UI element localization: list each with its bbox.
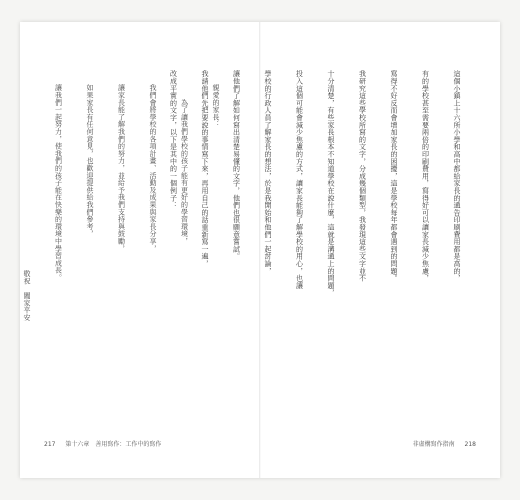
closing-line: 敬祝 闔家平安 — [23, 270, 31, 322]
page-number: 217 — [44, 441, 56, 448]
left-page — [20, 22, 259, 478]
paragraph: 我研究這些學校所寫的文字，分成幾個類型，我發現這些文字並不 — [358, 70, 367, 282]
quote-line: 親愛的家長： — [212, 84, 220, 128]
book-gutter — [259, 22, 261, 478]
page-number: 218 — [464, 441, 476, 448]
left-page-body — [23, 70, 242, 420]
right-folio — [413, 439, 476, 448]
signature-name — [0, 310, 1, 420]
quote-line: 我們會將學校的各項計畫、活動及成果與家長分享， — [149, 84, 157, 252]
book-spread — [20, 22, 500, 478]
paragraph: 寫得不好反而會增加家長的困擾，這是學校每年都會遇到的問題。 — [390, 70, 398, 282]
quote-line: 為了讓我們學校的孩子能有更好的學習環境， — [180, 84, 189, 245]
paragraph: 投入這個可能會減少焦慮的方式，讓家長能夠了解學校的用心，也讓 — [295, 70, 304, 289]
paragraph: 有的學校甚至需要兩倍的印刷費用，寫得好可以讓家長減少焦慮， — [421, 70, 430, 282]
paragraph: 十分清楚，有些家長根本不知道學校在說什麼，這就是溝通上的問題， — [327, 70, 335, 297]
paragraph: 學校的行政人員了解家長的想法，於是我開始和他們一起討論， — [264, 70, 272, 275]
paragraph: 我請他們先把要說的事情寫下來，再用自己的話重新寫一遍， — [201, 70, 209, 268]
running-head: 非虛構寫作指南 — [412, 441, 455, 448]
quote-line: 如果家長有任何意見，也歡迎提供給我們參考， — [86, 84, 94, 238]
quote-line: 讓家長能了解我們的努力，並給予我們支持與鼓勵， — [117, 84, 126, 252]
left-folio — [44, 439, 161, 448]
quote-line: 讓我們一起努力，使我們的孩子能在快樂的環境中學習成長。 — [54, 84, 63, 282]
running-head: 第十六章 善用寫作：工作中的寫作 — [65, 441, 162, 448]
paragraph: 這個小鎮上十六所小學和高中都給家長的通告印刷費用都是高的， — [453, 70, 461, 282]
paragraph: 改成平實的文字，以下是其中的一個例子： — [169, 70, 178, 209]
paragraph: 讓他們了解如何寫出清楚易懂的文字，他們也很願意嘗試。 — [232, 70, 241, 260]
